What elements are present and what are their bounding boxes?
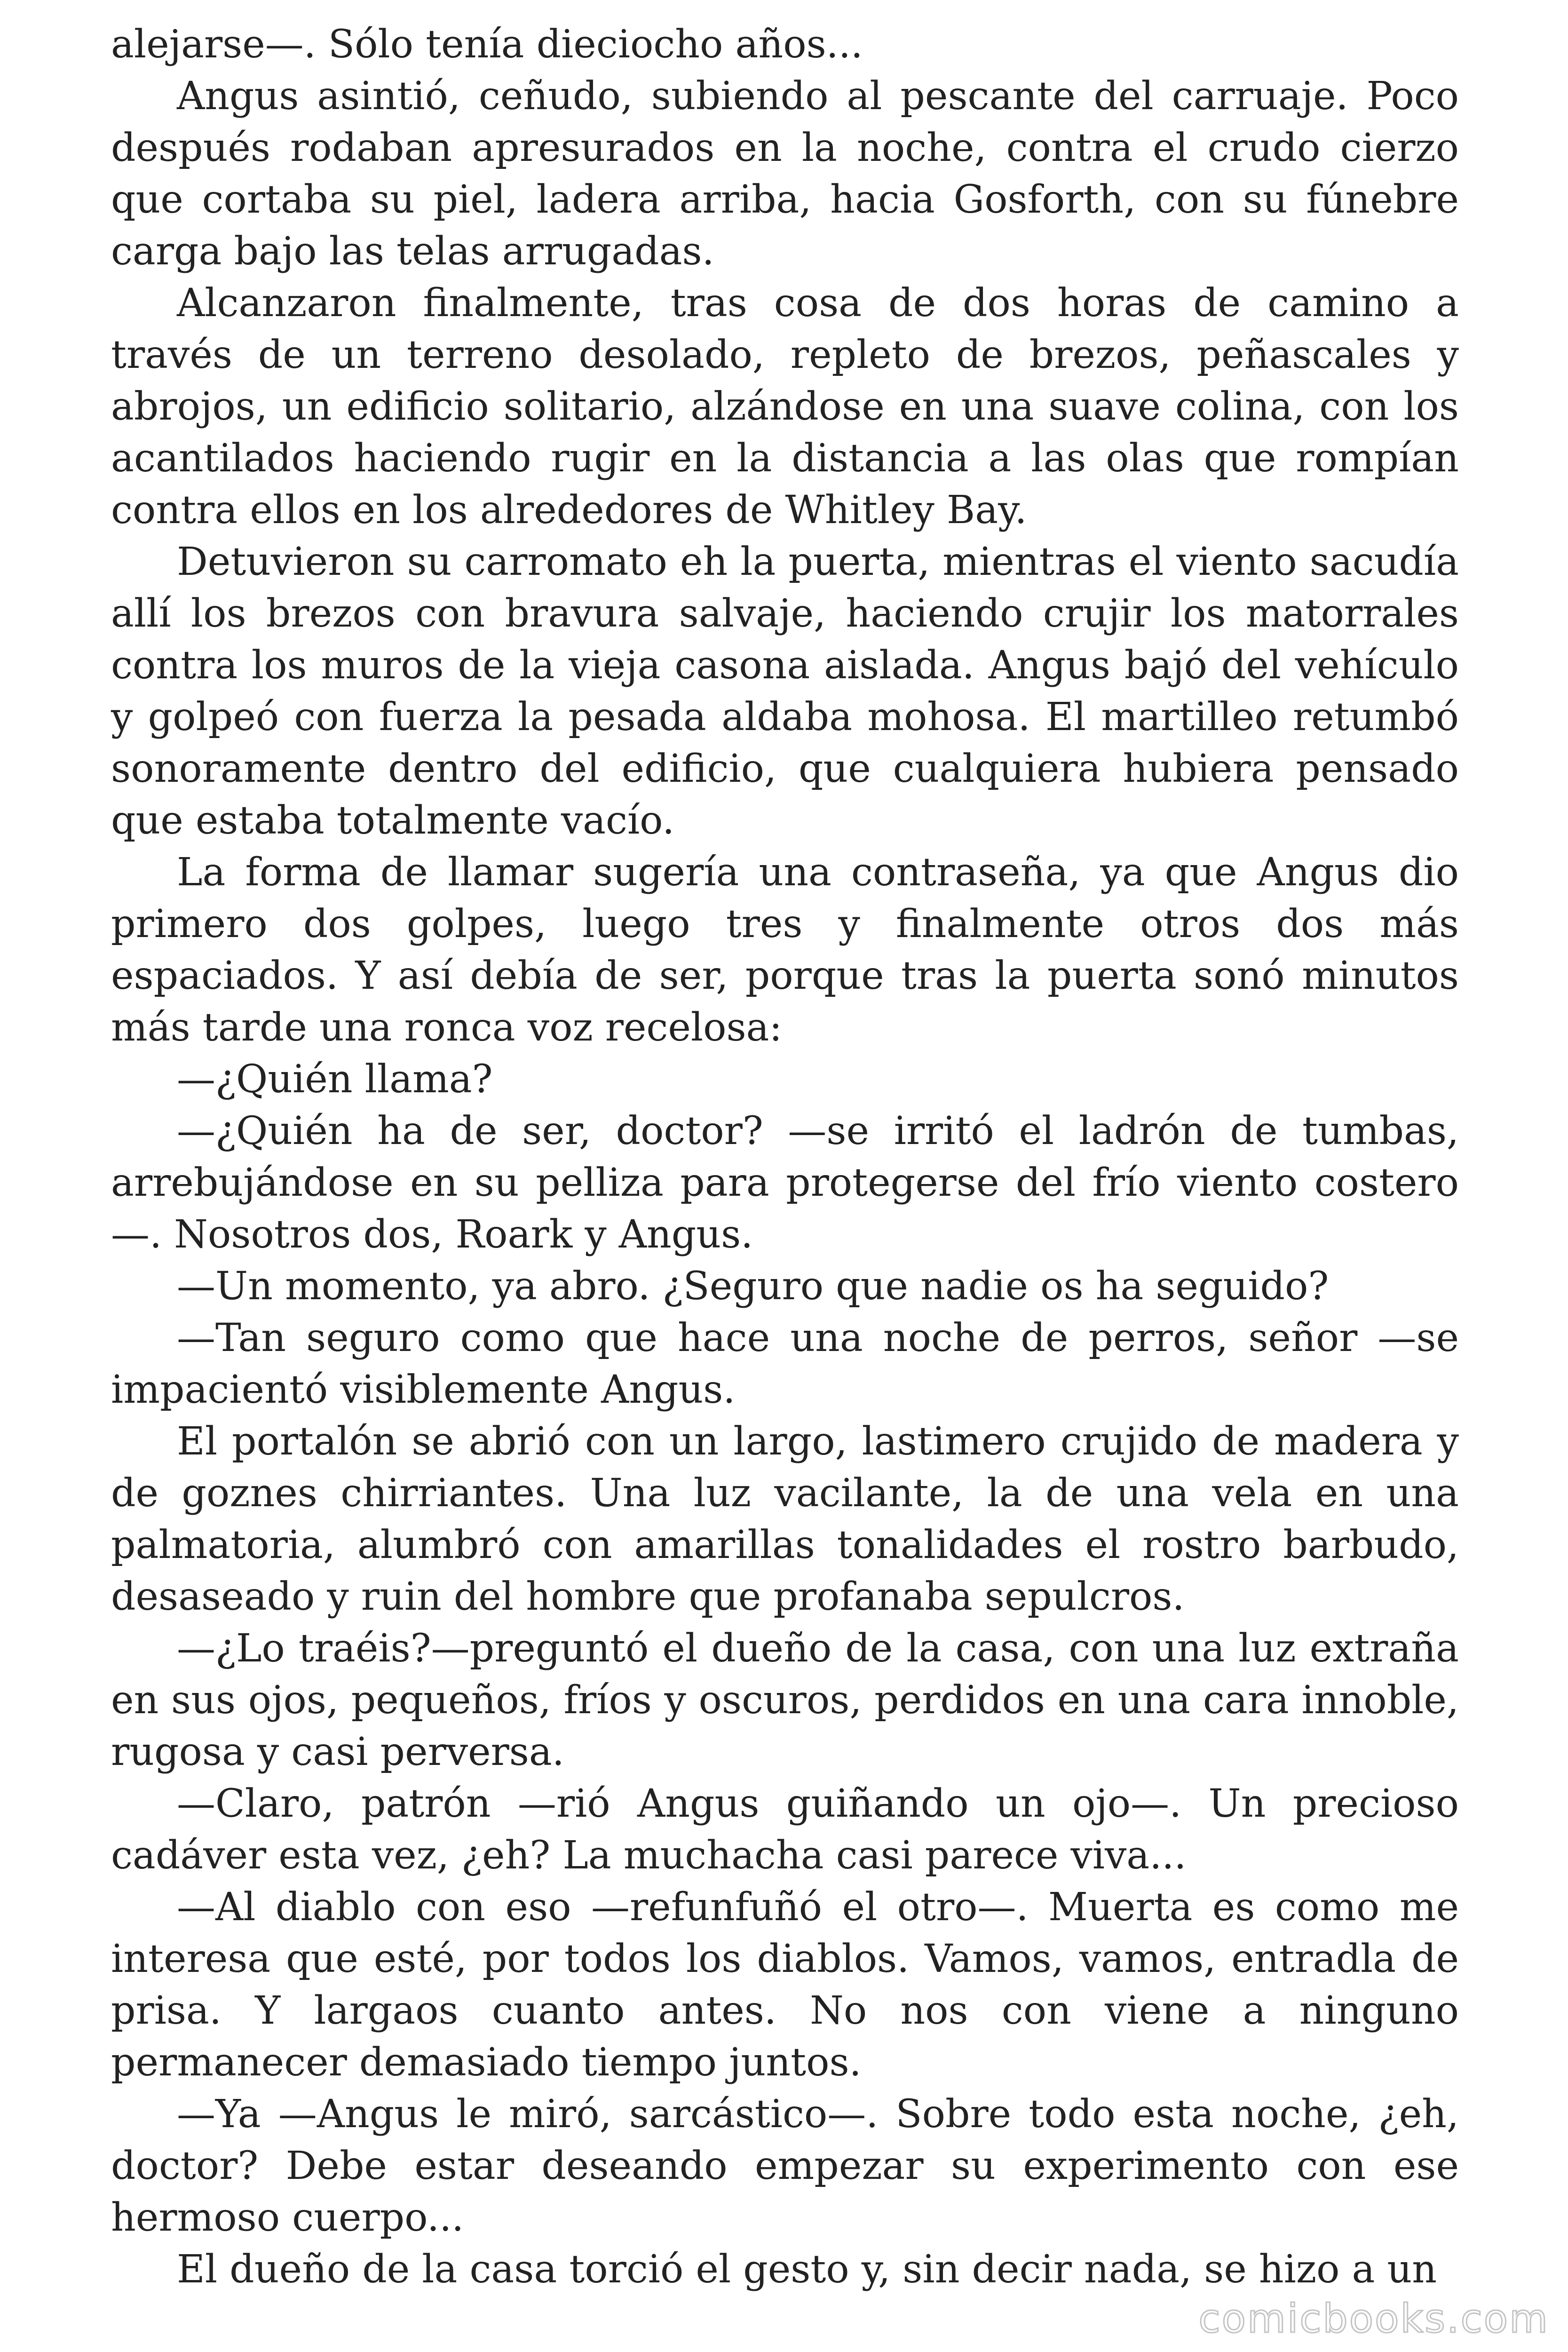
paragraph-6: —¿Quién llama? xyxy=(177,1057,493,1102)
paragraph-10: El portalón se abrió con un largo, lastimero crujido de madera y de goznes chirriantes. Una luz vacilante, la de una vela en una palmatoria, alumbró con amarillas tonalidades el rostro barbudo, desaseado y ruin del hombre que profanaba sepulcros. xyxy=(111,1419,1459,1619)
watermark: comicbooks.com xyxy=(1198,2296,1549,2342)
paragraph-3: Alcanzaron finalmente, tras cosa de dos horas de camino a través de un terreno desolado, repleto de brezos, peñascales y abrojos, un edificio solitario, alzándose en una suave colina, con los acantilados haciendo rugir en la distancia a las olas que rompían contra ellos en los alrededores de Whitley Bay. xyxy=(111,281,1459,532)
paragraph-4: Detuvieron su carromato eh la puerta, mientras el viento sacudía allí los brezos con bravura salvaje, haciendo crujir los matorrales contra los muros de la vieja casona aislada. Angus bajó del vehículo y golpeó con fuerza la pesada aldaba mohosa. El martilleo retumbó sonoramente dentro del edificio, que cualquiera hubiera pensado que estaba totalmente vacío. xyxy=(111,540,1459,843)
paragraph-15: El dueño de la casa torció el gesto y, sin decir nada, se hizo a un xyxy=(177,2247,1437,2292)
paragraph-9: —Tan seguro como que hace una noche de perros, señor —se impacientó visiblemente Angus. xyxy=(111,1316,1459,1412)
paragraph-1: alejarse—. Sólo tenía dieciocho años... xyxy=(111,22,863,67)
paragraph-11: —¿Lo traéis?—preguntó el dueño de la casa, con una luz extraña en sus ojos, pequeños, fríos y oscuros, perdidos en una cara innoble, rugosa y casi perversa. xyxy=(111,1626,1459,1774)
paragraph-8: —Un momento, ya abro. ¿Seguro que nadie os ha seguido? xyxy=(177,1264,1329,1309)
paragraph-13: —Al diablo con eso —refunfuñó el otro—. Muerta es como me interesa que esté, por todos los diablos. Vamos, vamos, entradla de prisa. Y largaos cuanto antes. No nos con viene a ninguno permanecer demasiado tiempo juntos. xyxy=(111,1885,1459,2085)
paragraph-12: —Claro, patrón —rió Angus guiñando un ojo—. Un precioso cadáver esta vez, ¿eh? La muchacha casi parece viva... xyxy=(111,1781,1459,1878)
paragraph-2: Angus asintió, ceñudo, subiendo al pescante del carruaje. Poco después rodaban apresurados en la noche, contra el crudo cierzo que cortaba su piel, ladera arriba, hacia Gosforth, con su fúnebre carga bajo las telas arrugadas. xyxy=(111,74,1459,274)
paragraph-14: —Ya —Angus le miró, sarcástico—. Sobre todo esta noche, ¿eh, doctor? Debe estar deseando empezar su experimento con ese hermoso cuerpo... xyxy=(111,2092,1459,2240)
book-page xyxy=(111,19,1459,2296)
paragraph-7: —¿Quién ha de ser, doctor? —se irritó el ladrón de tumbas, arrebujándose en su pelliza para protegerse del frío viento costero—. Nosotros dos, Roark y Angus. xyxy=(111,1109,1459,1257)
paragraph-5: La forma de llamar sugería una contraseña, ya que Angus dio primero dos golpes, luego tres y finalmente otros dos más espaciados. Y así debía de ser, porque tras la puerta sonó minutos más tarde una ronca voz recelosa: xyxy=(111,850,1459,1050)
